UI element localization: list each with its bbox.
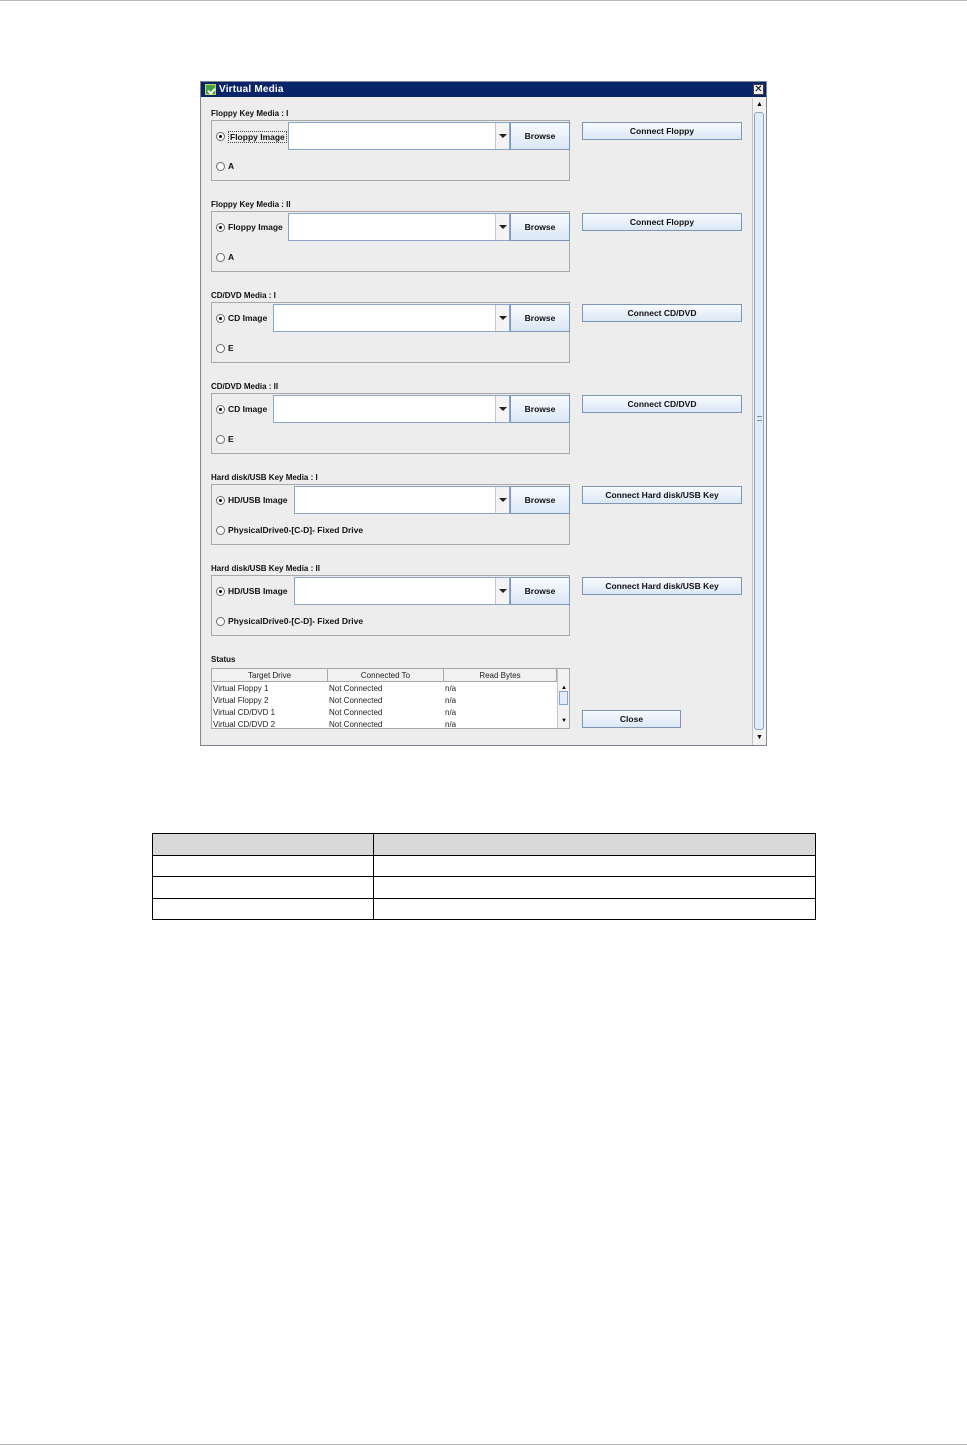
drive-option-label[interactable]: A — [228, 161, 235, 171]
image-option-label[interactable]: HD/USB Image — [228, 495, 288, 505]
drive-radio[interactable] — [216, 253, 225, 262]
page-bottom-rule — [0, 1444, 967, 1445]
status-cell[interactable]: Not Connected — [329, 708, 383, 717]
image-radio[interactable] — [216, 587, 225, 596]
media-section-label: Hard disk/USB Key Media : I — [211, 473, 318, 482]
drive-radio[interactable] — [216, 617, 225, 626]
status-cell[interactable]: Virtual Floppy 1 — [213, 684, 269, 693]
image-option-label[interactable]: CD Image — [228, 313, 268, 323]
scroll-down-icon[interactable]: ▼ — [561, 718, 567, 724]
image-option-label[interactable]: Floppy Image — [230, 132, 285, 142]
grip-icon — [757, 416, 762, 421]
scroll-down-icon[interactable]: ▼ — [756, 734, 763, 741]
drive-option-label[interactable]: E — [228, 343, 234, 353]
status-scroll-thumb[interactable] — [559, 691, 568, 705]
status-scrollbar[interactable] — [557, 669, 570, 728]
image-path-combo[interactable] — [294, 577, 510, 605]
media-group — [211, 484, 570, 545]
close-button[interactable]: Close — [582, 710, 681, 728]
browse-button[interactable]: Browse — [510, 304, 570, 332]
image-radio[interactable] — [216, 405, 225, 414]
status-label: Status — [211, 655, 236, 664]
connect-button[interactable]: Connect Floppy — [582, 122, 742, 140]
column-header-read-bytes[interactable]: Read Bytes — [444, 669, 557, 682]
connect-button[interactable]: Connect Floppy — [582, 213, 742, 231]
table-cell — [153, 877, 374, 899]
image-option-label[interactable]: Floppy Image — [228, 222, 283, 232]
image-path-combo[interactable] — [273, 395, 510, 423]
page-top-rule — [0, 0, 967, 1]
image-path-combo[interactable] — [294, 486, 510, 514]
status-cell[interactable]: Not Connected — [329, 684, 383, 693]
media-section-label: CD/DVD Media : I — [211, 291, 276, 300]
status-cell[interactable]: Not Connected — [329, 696, 383, 705]
table-cell — [374, 877, 816, 899]
media-group — [211, 393, 570, 454]
table-cell — [153, 898, 374, 920]
chevron-down-icon[interactable] — [495, 305, 509, 331]
drive-option-label[interactable]: PhysicalDrive0-[C-D]- Fixed Drive — [228, 525, 364, 535]
reference-table-header-row — [153, 834, 816, 856]
column-header-connected-to[interactable]: Connected To — [328, 669, 444, 682]
table-cell — [153, 834, 374, 856]
image-radio[interactable] — [216, 314, 225, 323]
media-section-label: Floppy Key Media : II — [211, 200, 291, 209]
chevron-down-icon[interactable] — [495, 487, 509, 513]
virtual-media-window — [200, 81, 767, 746]
reference-table-row — [153, 855, 816, 877]
drive-option-label[interactable]: PhysicalDrive0-[C-D]- Fixed Drive — [228, 616, 364, 626]
drive-option-label[interactable]: E — [228, 434, 234, 444]
drive-option-label[interactable]: A — [228, 252, 235, 262]
window-title: Virtual Media — [219, 84, 284, 95]
status-cell[interactable]: n/a — [445, 708, 457, 717]
media-group — [211, 211, 570, 272]
connect-button[interactable]: Connect CD/DVD — [582, 304, 742, 322]
drive-radio[interactable] — [216, 435, 225, 444]
reference-table-row — [153, 898, 816, 920]
media-group — [211, 302, 570, 363]
browse-button[interactable]: Browse — [510, 395, 570, 423]
image-path-combo[interactable] — [273, 304, 510, 332]
status-cell[interactable]: Virtual CD/DVD 1 — [213, 708, 276, 717]
media-group — [211, 120, 570, 181]
image-radio[interactable] — [216, 496, 225, 505]
browse-button[interactable]: Browse — [510, 486, 570, 514]
media-section-label: Hard disk/USB Key Media : II — [211, 564, 320, 573]
window-scrollbar[interactable] — [752, 98, 766, 745]
image-path-combo[interactable] — [288, 122, 510, 150]
status-cell[interactable]: Not Connected — [329, 720, 383, 729]
browse-button[interactable]: Browse — [510, 577, 570, 605]
chevron-down-icon[interactable] — [495, 214, 509, 240]
browse-button[interactable]: Browse — [510, 122, 570, 150]
column-header-target-drive[interactable]: Target Drive — [212, 669, 328, 682]
drive-radio[interactable] — [216, 344, 225, 353]
media-group — [211, 575, 570, 636]
image-radio[interactable] — [216, 223, 225, 232]
virtual-media-icon — [205, 84, 216, 95]
status-cell[interactable]: Virtual Floppy 2 — [213, 696, 269, 705]
reference-table — [152, 833, 816, 920]
status-table[interactable] — [211, 668, 570, 729]
scroll-up-icon[interactable]: ▲ — [756, 101, 763, 108]
image-option-label[interactable]: CD Image — [228, 404, 268, 414]
table-cell — [374, 898, 816, 920]
reference-table-row — [153, 877, 816, 899]
drive-radio[interactable] — [216, 162, 225, 171]
connect-button[interactable]: Connect Hard disk/USB Key — [582, 577, 742, 595]
media-section-label: CD/DVD Media : II — [211, 382, 279, 391]
drive-radio[interactable] — [216, 526, 225, 535]
chevron-down-icon[interactable] — [495, 123, 509, 149]
status-cell[interactable]: n/a — [445, 720, 457, 729]
table-cell — [374, 855, 816, 877]
scroll-up-icon[interactable]: ▲ — [561, 685, 567, 691]
status-cell[interactable]: Virtual CD/DVD 2 — [213, 720, 276, 729]
browse-button[interactable]: Browse — [510, 213, 570, 241]
image-option-label[interactable]: HD/USB Image — [228, 586, 288, 596]
chevron-down-icon[interactable] — [495, 396, 509, 422]
chevron-down-icon[interactable] — [495, 578, 509, 604]
image-path-combo[interactable] — [288, 213, 510, 241]
title-bar[interactable] — [201, 82, 766, 97]
window-scroll-thumb[interactable] — [754, 112, 764, 730]
table-cell — [153, 855, 374, 877]
connect-button[interactable]: Connect CD/DVD — [582, 395, 742, 413]
close-icon[interactable]: ✕ — [754, 84, 763, 95]
table-cell — [374, 834, 816, 856]
media-section-label: Floppy Key Media : I — [211, 109, 289, 118]
connect-button[interactable]: Connect Hard disk/USB Key — [582, 486, 742, 504]
image-radio[interactable] — [216, 132, 225, 141]
status-cell[interactable]: n/a — [445, 684, 457, 693]
status-cell[interactable]: n/a — [445, 696, 457, 705]
